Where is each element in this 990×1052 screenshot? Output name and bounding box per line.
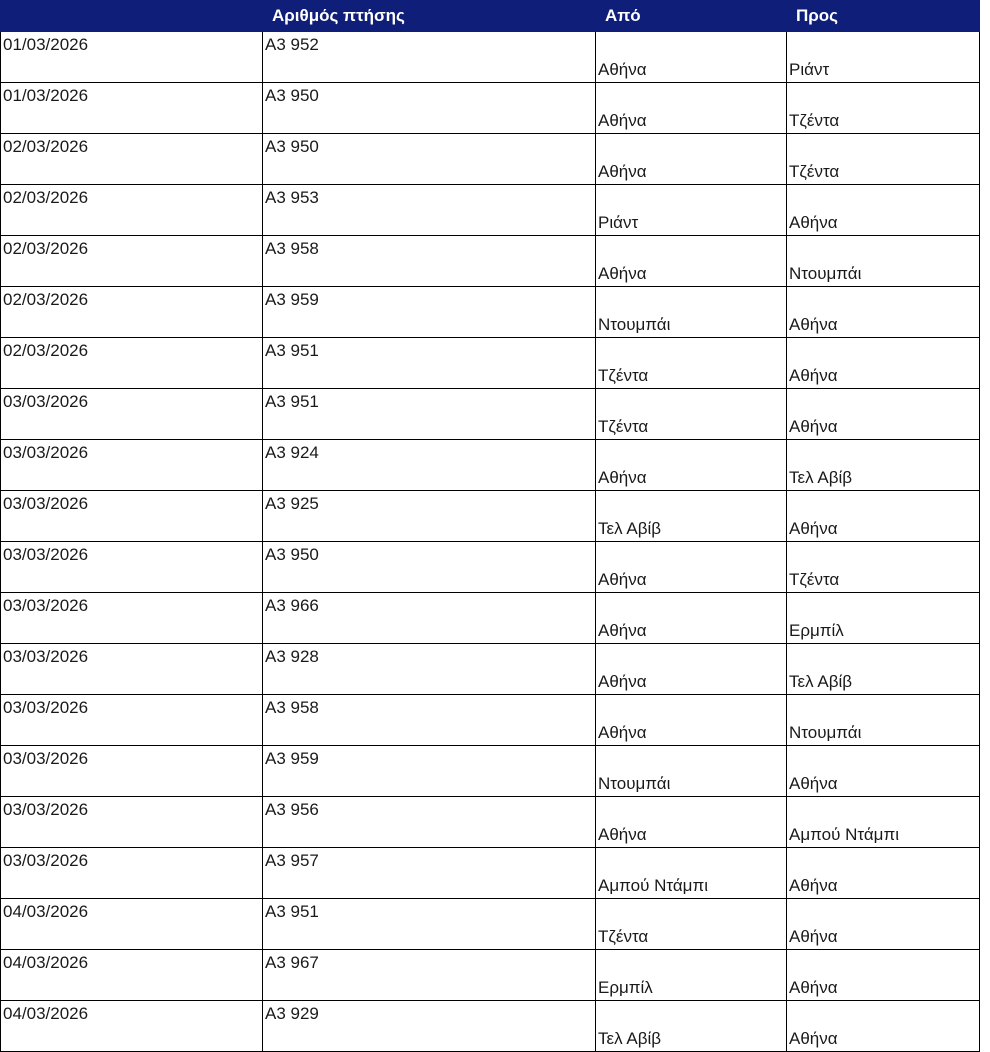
flight-number-cell: A3 959 [263,287,596,338]
destination-cell: Τζέντα [787,83,980,134]
origin-cell: Τζέντα [596,338,787,389]
destination-cell: Αμπού Ντάμπι [787,797,980,848]
date-cell: 04/03/2026 [1,899,263,950]
origin-cell: Τζέντα [596,389,787,440]
date-cell: 03/03/2026 [1,593,263,644]
date-cell: 03/03/2026 [1,695,263,746]
table-row [1,797,980,848]
table-row [1,644,980,695]
table-row [1,593,980,644]
header-row [1,1,980,32]
table-row [1,491,980,542]
origin-cell: Ερμπίλ [596,950,787,1001]
date-cell: 01/03/2026 [1,32,263,83]
flight-number-cell: A3 956 [263,797,596,848]
date-cell: 03/03/2026 [1,491,263,542]
origin-cell: Αθήνα [596,542,787,593]
date-cell: 03/03/2026 [1,797,263,848]
destination-cell: Τελ Αβίβ [787,440,980,491]
flight-number-cell: A3 966 [263,593,596,644]
destination-cell: Αθήνα [787,338,980,389]
flight-number-cell: A3 950 [263,134,596,185]
date-cell: 04/03/2026 [1,950,263,1001]
table-row [1,32,980,83]
date-cell: 03/03/2026 [1,440,263,491]
date-cell: 02/03/2026 [1,134,263,185]
destination-cell: Τελ Αβίβ [787,644,980,695]
origin-cell: Αθήνα [596,797,787,848]
destination-cell: Αθήνα [787,848,980,899]
table-row [1,746,980,797]
flight-number-cell: A3 951 [263,389,596,440]
date-cell: 02/03/2026 [1,287,263,338]
table-row [1,695,980,746]
destination-cell: Ντουμπάι [787,695,980,746]
destination-cell: Τζέντα [787,542,980,593]
destination-cell: Αθήνα [787,950,980,1001]
date-cell: 02/03/2026 [1,236,263,287]
origin-cell: Αθήνα [596,134,787,185]
date-cell: 01/03/2026 [1,83,263,134]
date-cell: 02/03/2026 [1,185,263,236]
table-row [1,440,980,491]
origin-cell: Ντουμπάι [596,746,787,797]
origin-cell: Αθήνα [596,32,787,83]
flight-number-cell: A3 957 [263,848,596,899]
origin-cell: Τζέντα [596,899,787,950]
table-row [1,1001,980,1052]
origin-cell: Αμπού Ντάμπι [596,848,787,899]
origin-cell: Τελ Αβίβ [596,1001,787,1052]
destination-cell: Ερμπίλ [787,593,980,644]
origin-cell: Αθήνα [596,644,787,695]
destination-cell: Αθήνα [787,491,980,542]
table-row [1,287,980,338]
destination-cell: Αθήνα [787,1001,980,1052]
origin-cell: Ντουμπάι [596,287,787,338]
header-from: Από [596,1,787,32]
flight-number-cell: A3 950 [263,83,596,134]
origin-cell: Αθήνα [596,440,787,491]
header-date [1,1,263,32]
destination-cell: Αθήνα [787,899,980,950]
table-row [1,389,980,440]
date-cell: 03/03/2026 [1,542,263,593]
date-cell: 03/03/2026 [1,389,263,440]
table-row [1,899,980,950]
destination-cell: Αθήνα [787,185,980,236]
date-cell: 02/03/2026 [1,338,263,389]
table-header [1,1,980,32]
destination-cell: Τζέντα [787,134,980,185]
table-body [1,32,980,1052]
flight-number-cell: A3 958 [263,236,596,287]
table-row [1,134,980,185]
header-flight-number: Αριθμός πτήσης [263,1,596,32]
flight-number-cell: A3 950 [263,542,596,593]
table-row [1,848,980,899]
date-cell: 03/03/2026 [1,644,263,695]
flight-number-cell: A3 928 [263,644,596,695]
flight-number-cell: A3 967 [263,950,596,1001]
origin-cell: Αθήνα [596,695,787,746]
flight-number-cell: A3 924 [263,440,596,491]
flight-number-cell: A3 958 [263,695,596,746]
flight-number-cell: A3 929 [263,1001,596,1052]
origin-cell: Αθήνα [596,83,787,134]
destination-cell: Αθήνα [787,389,980,440]
table-row [1,338,980,389]
flight-number-cell: A3 951 [263,899,596,950]
origin-cell: Αθήνα [596,236,787,287]
origin-cell: Τελ Αβίβ [596,491,787,542]
flight-number-cell: A3 925 [263,491,596,542]
date-cell: 04/03/2026 [1,1001,263,1052]
origin-cell: Ριάντ [596,185,787,236]
origin-cell: Αθήνα [596,593,787,644]
date-cell: 03/03/2026 [1,746,263,797]
table-row [1,950,980,1001]
destination-cell: Αθήνα [787,746,980,797]
table-row [1,542,980,593]
table-row [1,236,980,287]
table-row [1,185,980,236]
flight-number-cell: A3 952 [263,32,596,83]
date-cell: 03/03/2026 [1,848,263,899]
header-to: Προς [787,1,980,32]
destination-cell: Ντουμπάι [787,236,980,287]
table-row [1,83,980,134]
flight-number-cell: A3 959 [263,746,596,797]
destination-cell: Ριάντ [787,32,980,83]
flight-number-cell: A3 953 [263,185,596,236]
destination-cell: Αθήνα [787,287,980,338]
flight-number-cell: A3 951 [263,338,596,389]
